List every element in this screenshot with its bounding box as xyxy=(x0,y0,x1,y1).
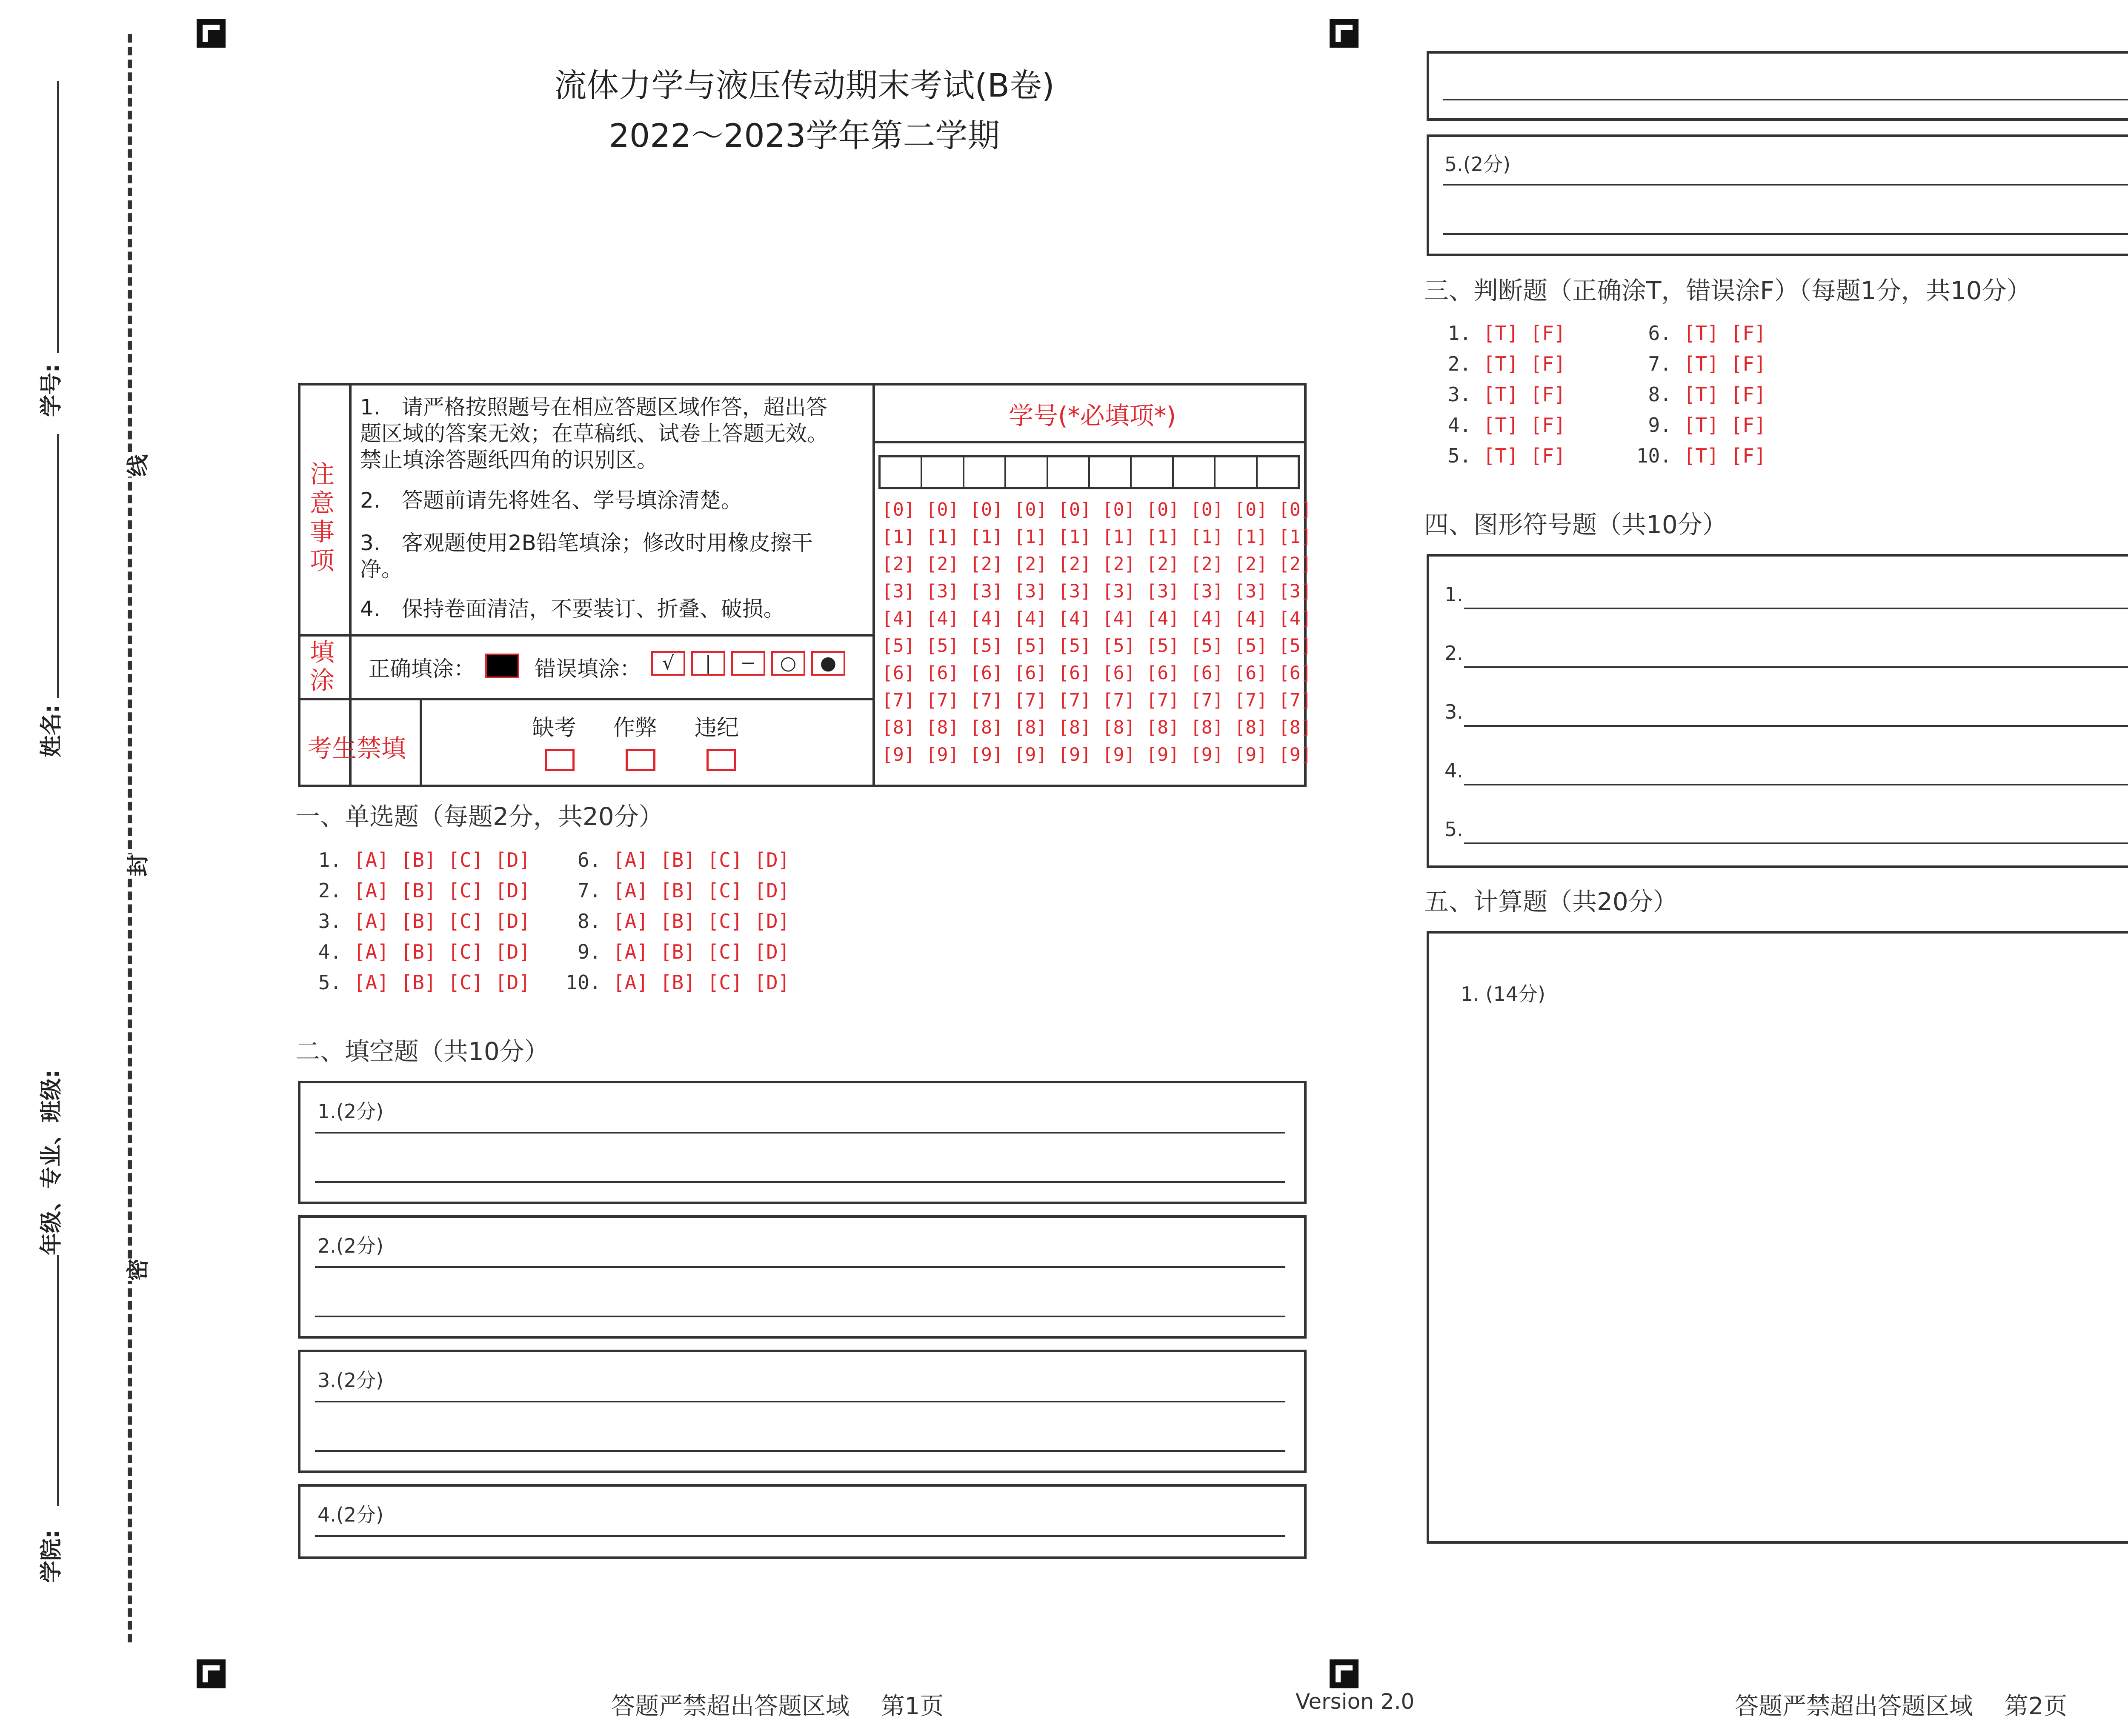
corner-marker xyxy=(1330,1659,1359,1688)
student-id-row-8[interactable]: [8] [8] [8] [8] [8] [8] [8] [8] [8] [8] xyxy=(882,717,1312,738)
name-underline xyxy=(57,434,59,698)
section4-title: 四、图形符号题（共10分） xyxy=(1424,510,1727,539)
symbol-q4-label: 4. xyxy=(1444,759,1463,782)
college-label: 学院: xyxy=(39,1530,64,1583)
mcq-options[interactable]: [A] [B] [C] [D] xyxy=(613,879,790,902)
tf-question-number: 1. xyxy=(1436,322,1483,345)
mcq-row[interactable] xyxy=(306,971,790,1002)
fill-q5-box[interactable] xyxy=(1427,134,2128,256)
fill-header: 填涂 xyxy=(310,638,335,695)
forbidden-cheat: 作弊 xyxy=(613,715,658,741)
student-id-bubbles[interactable] xyxy=(882,496,1312,768)
symbol-q3-label: 3. xyxy=(1444,700,1463,723)
calc-answer-box[interactable] xyxy=(1427,931,2128,1544)
fill-q2-box[interactable] xyxy=(298,1215,1307,1339)
tf-row[interactable] xyxy=(1436,383,1766,414)
symbol-q1-label: 1. xyxy=(1444,583,1463,606)
mcq-question-number: 1. xyxy=(306,848,354,871)
tf-options[interactable]: [T] [F] xyxy=(1683,322,1766,345)
student-id-row-9[interactable]: [9] [9] [9] [9] [9] [9] [9] [9] [9] [9] xyxy=(882,744,1312,765)
exam-title: 流体力学与液压传动期末考试(B卷) xyxy=(554,66,1055,104)
tf-question-number: 4. xyxy=(1436,414,1483,437)
notice-item-4: 4. 保持卷面清洁，不要装订、折叠、破损。 xyxy=(360,597,785,621)
tf-question-number: 8. xyxy=(1565,383,1684,406)
correct-fill-label: 正确填涂： xyxy=(369,657,475,681)
mcq-question-number: 3. xyxy=(306,910,354,933)
corner-marker xyxy=(197,1659,226,1688)
mcq-question-number: 6. xyxy=(530,848,613,871)
fill-q5-label: 5.(2分) xyxy=(1444,153,1511,176)
section3-answers[interactable] xyxy=(1436,322,1766,475)
student-id-row-2[interactable]: [2] [2] [2] [2] [2] [2] [2] [2] [2] [2] xyxy=(882,554,1312,575)
symbol-q5-label: 5. xyxy=(1444,818,1463,841)
notice-item-1: 1. 请严格按照题号在相应答题区域作答，超出答题区域的答案无效；在草稿纸、试卷上答题无效。禁止填涂答题纸四角的识别区。 xyxy=(360,395,828,472)
tf-question-number: 7. xyxy=(1565,352,1684,375)
tf-row[interactable] xyxy=(1436,322,1766,352)
tf-question-number: 10. xyxy=(1565,444,1684,467)
class-label: 年级、专业、班级: xyxy=(39,1069,64,1255)
tf-options[interactable]: [T] [F] xyxy=(1483,352,1566,375)
seal-xian: 线 xyxy=(120,454,152,477)
notice-header: 注意事项 xyxy=(310,460,335,575)
notice-item-3: 3. 客观题使用2B铅笔填涂；修改时用橡皮擦干净。 xyxy=(360,531,813,582)
tf-options[interactable]: [T] [F] xyxy=(1483,383,1566,406)
correct-fill-sample xyxy=(485,654,519,678)
student-id-row-5[interactable]: [5] [5] [5] [5] [5] [5] [5] [5] [5] [5] xyxy=(882,635,1312,657)
symbol-answer-box[interactable] xyxy=(1427,554,2128,868)
symbol-q2-label: 2. xyxy=(1444,642,1463,665)
section3-title: 三、判断题（正确涂T，错误涂F）（每题1分，共10分） xyxy=(1424,276,2031,305)
section1-title: 一、单选题（每题2分，共20分） xyxy=(295,802,664,831)
tf-options[interactable]: [T] [F] xyxy=(1683,352,1766,375)
tf-row[interactable] xyxy=(1436,444,1766,475)
tf-question-number: 5. xyxy=(1436,444,1483,467)
mcq-options[interactable]: [A] [B] [C] [D] xyxy=(613,940,790,963)
mcq-options[interactable]: [A] [B] [C] [D] xyxy=(613,848,790,871)
corner-marker xyxy=(197,19,226,48)
wrong-fill-samples: √ | − ○ ● xyxy=(651,651,845,676)
fill-q3-box[interactable] xyxy=(298,1350,1307,1473)
forbidden-header: 考生禁填 xyxy=(307,734,406,763)
mcq-question-number: 10. xyxy=(530,971,613,994)
absent-checkbox[interactable] xyxy=(545,749,575,771)
violation-checkbox[interactable] xyxy=(706,749,736,771)
mcq-options[interactable]: [A] [B] [C] [D] xyxy=(613,971,790,994)
page1-footer: 答题严禁超出答题区域 第1页 xyxy=(611,1693,944,1720)
forbidden-absent: 缺考 xyxy=(532,715,577,741)
tf-options[interactable]: [T] [F] xyxy=(1483,444,1566,467)
mcq-question-number: 9. xyxy=(530,940,613,963)
student-id-header: 学号(*必填项*) xyxy=(1009,401,1176,430)
student-id-row-3[interactable]: [3] [3] [3] [3] [3] [3] [3] [3] [3] [3] xyxy=(882,581,1312,602)
mcq-question-number: 4. xyxy=(306,940,354,963)
mcq-row[interactable] xyxy=(306,940,790,971)
tf-options[interactable]: [T] [F] xyxy=(1683,444,1766,467)
mcq-row[interactable] xyxy=(306,879,790,910)
calc-q1-label: 1. (14分) xyxy=(1461,982,1545,1005)
mcq-options[interactable]: [A] [B] [C] [D] xyxy=(353,848,531,871)
fill-q1-label: 1.(2分) xyxy=(317,1100,384,1123)
mcq-options[interactable]: [A] [B] [C] [D] xyxy=(353,879,531,902)
exam-term: 2022～2023学年第二学期 xyxy=(609,117,1000,154)
student-id-row-0[interactable]: [0] [0] [0] [0] [0] [0] [0] [0] [0] [0] xyxy=(882,499,1312,520)
mcq-question-number: 7. xyxy=(530,879,613,902)
student-id-boxes[interactable] xyxy=(878,455,1300,489)
notice-item-2: 2. 答题前请先将姓名、学号填涂清楚。 xyxy=(360,488,742,513)
fill-q2-label: 2.(2分) xyxy=(317,1234,384,1257)
student-id-row-1[interactable]: [1] [1] [1] [1] [1] [1] [1] [1] [1] [1] xyxy=(882,526,1312,548)
tf-row[interactable] xyxy=(1436,414,1766,444)
fill-q4-continued-box[interactable] xyxy=(1427,51,2128,121)
college-underline xyxy=(57,1464,59,1506)
mcq-question-number: 8. xyxy=(530,910,613,933)
class-underline xyxy=(57,1255,59,1468)
mcq-options[interactable]: [A] [B] [C] [D] xyxy=(613,910,790,933)
tf-row[interactable] xyxy=(1436,352,1766,383)
seal-feng: 封 xyxy=(120,854,152,877)
fill-q4-label: 4.(2分) xyxy=(317,1503,384,1526)
fill-q3-label: 3.(2分) xyxy=(317,1369,384,1392)
fill-q1-box[interactable] xyxy=(298,1081,1307,1204)
student-no-label: 学号: xyxy=(39,364,64,417)
section1-answers[interactable] xyxy=(306,848,790,1002)
student-id-row-7[interactable]: [7] [7] [7] [7] [7] [7] [7] [7] [7] [7] xyxy=(882,690,1312,711)
mcq-options[interactable]: [A] [B] [C] [D] xyxy=(353,910,531,933)
tf-options[interactable]: [T] [F] xyxy=(1683,414,1766,437)
mcq-options[interactable]: [A] [B] [C] [D] xyxy=(353,940,531,963)
version-label: Version 2.0 xyxy=(1296,1689,1415,1714)
tf-question-number: 2. xyxy=(1436,352,1483,375)
binding-line xyxy=(128,34,132,1642)
tf-question-number: 6. xyxy=(1565,322,1684,345)
corner-marker xyxy=(1330,19,1359,48)
name-label: 姓名: xyxy=(39,704,64,757)
seal-mi: 密 xyxy=(120,1259,152,1281)
tf-options[interactable]: [T] [F] xyxy=(1683,383,1766,406)
mcq-row[interactable] xyxy=(306,910,790,940)
forbidden-violation: 违纪 xyxy=(695,715,739,741)
student-id-row-6[interactable]: [6] [6] [6] [6] [6] [6] [6] [6] [6] [6] xyxy=(882,662,1312,684)
page2-footer: 答题严禁超出答题区域 第2页 xyxy=(1735,1693,2068,1720)
tf-question-number: 9. xyxy=(1565,414,1684,437)
mcq-question-number: 5. xyxy=(306,971,354,994)
section5-title: 五、计算题（共20分） xyxy=(1424,887,1678,916)
section2-title: 二、填空题（共10分） xyxy=(295,1037,549,1066)
fill-q4-box[interactable] xyxy=(298,1484,1307,1559)
tf-question-number: 3. xyxy=(1436,383,1483,406)
tf-options[interactable]: [T] [F] xyxy=(1483,414,1566,437)
mcq-question-number: 2. xyxy=(306,879,354,902)
cheat-checkbox[interactable] xyxy=(626,749,655,771)
tf-options[interactable]: [T] [F] xyxy=(1483,322,1566,345)
student-no-underline xyxy=(57,81,59,353)
wrong-fill-label: 错误填涂： xyxy=(535,657,641,681)
mcq-row[interactable] xyxy=(306,848,790,879)
student-id-row-4[interactable]: [4] [4] [4] [4] [4] [4] [4] [4] [4] [4] xyxy=(882,608,1312,629)
mcq-options[interactable]: [A] [B] [C] [D] xyxy=(353,971,531,994)
